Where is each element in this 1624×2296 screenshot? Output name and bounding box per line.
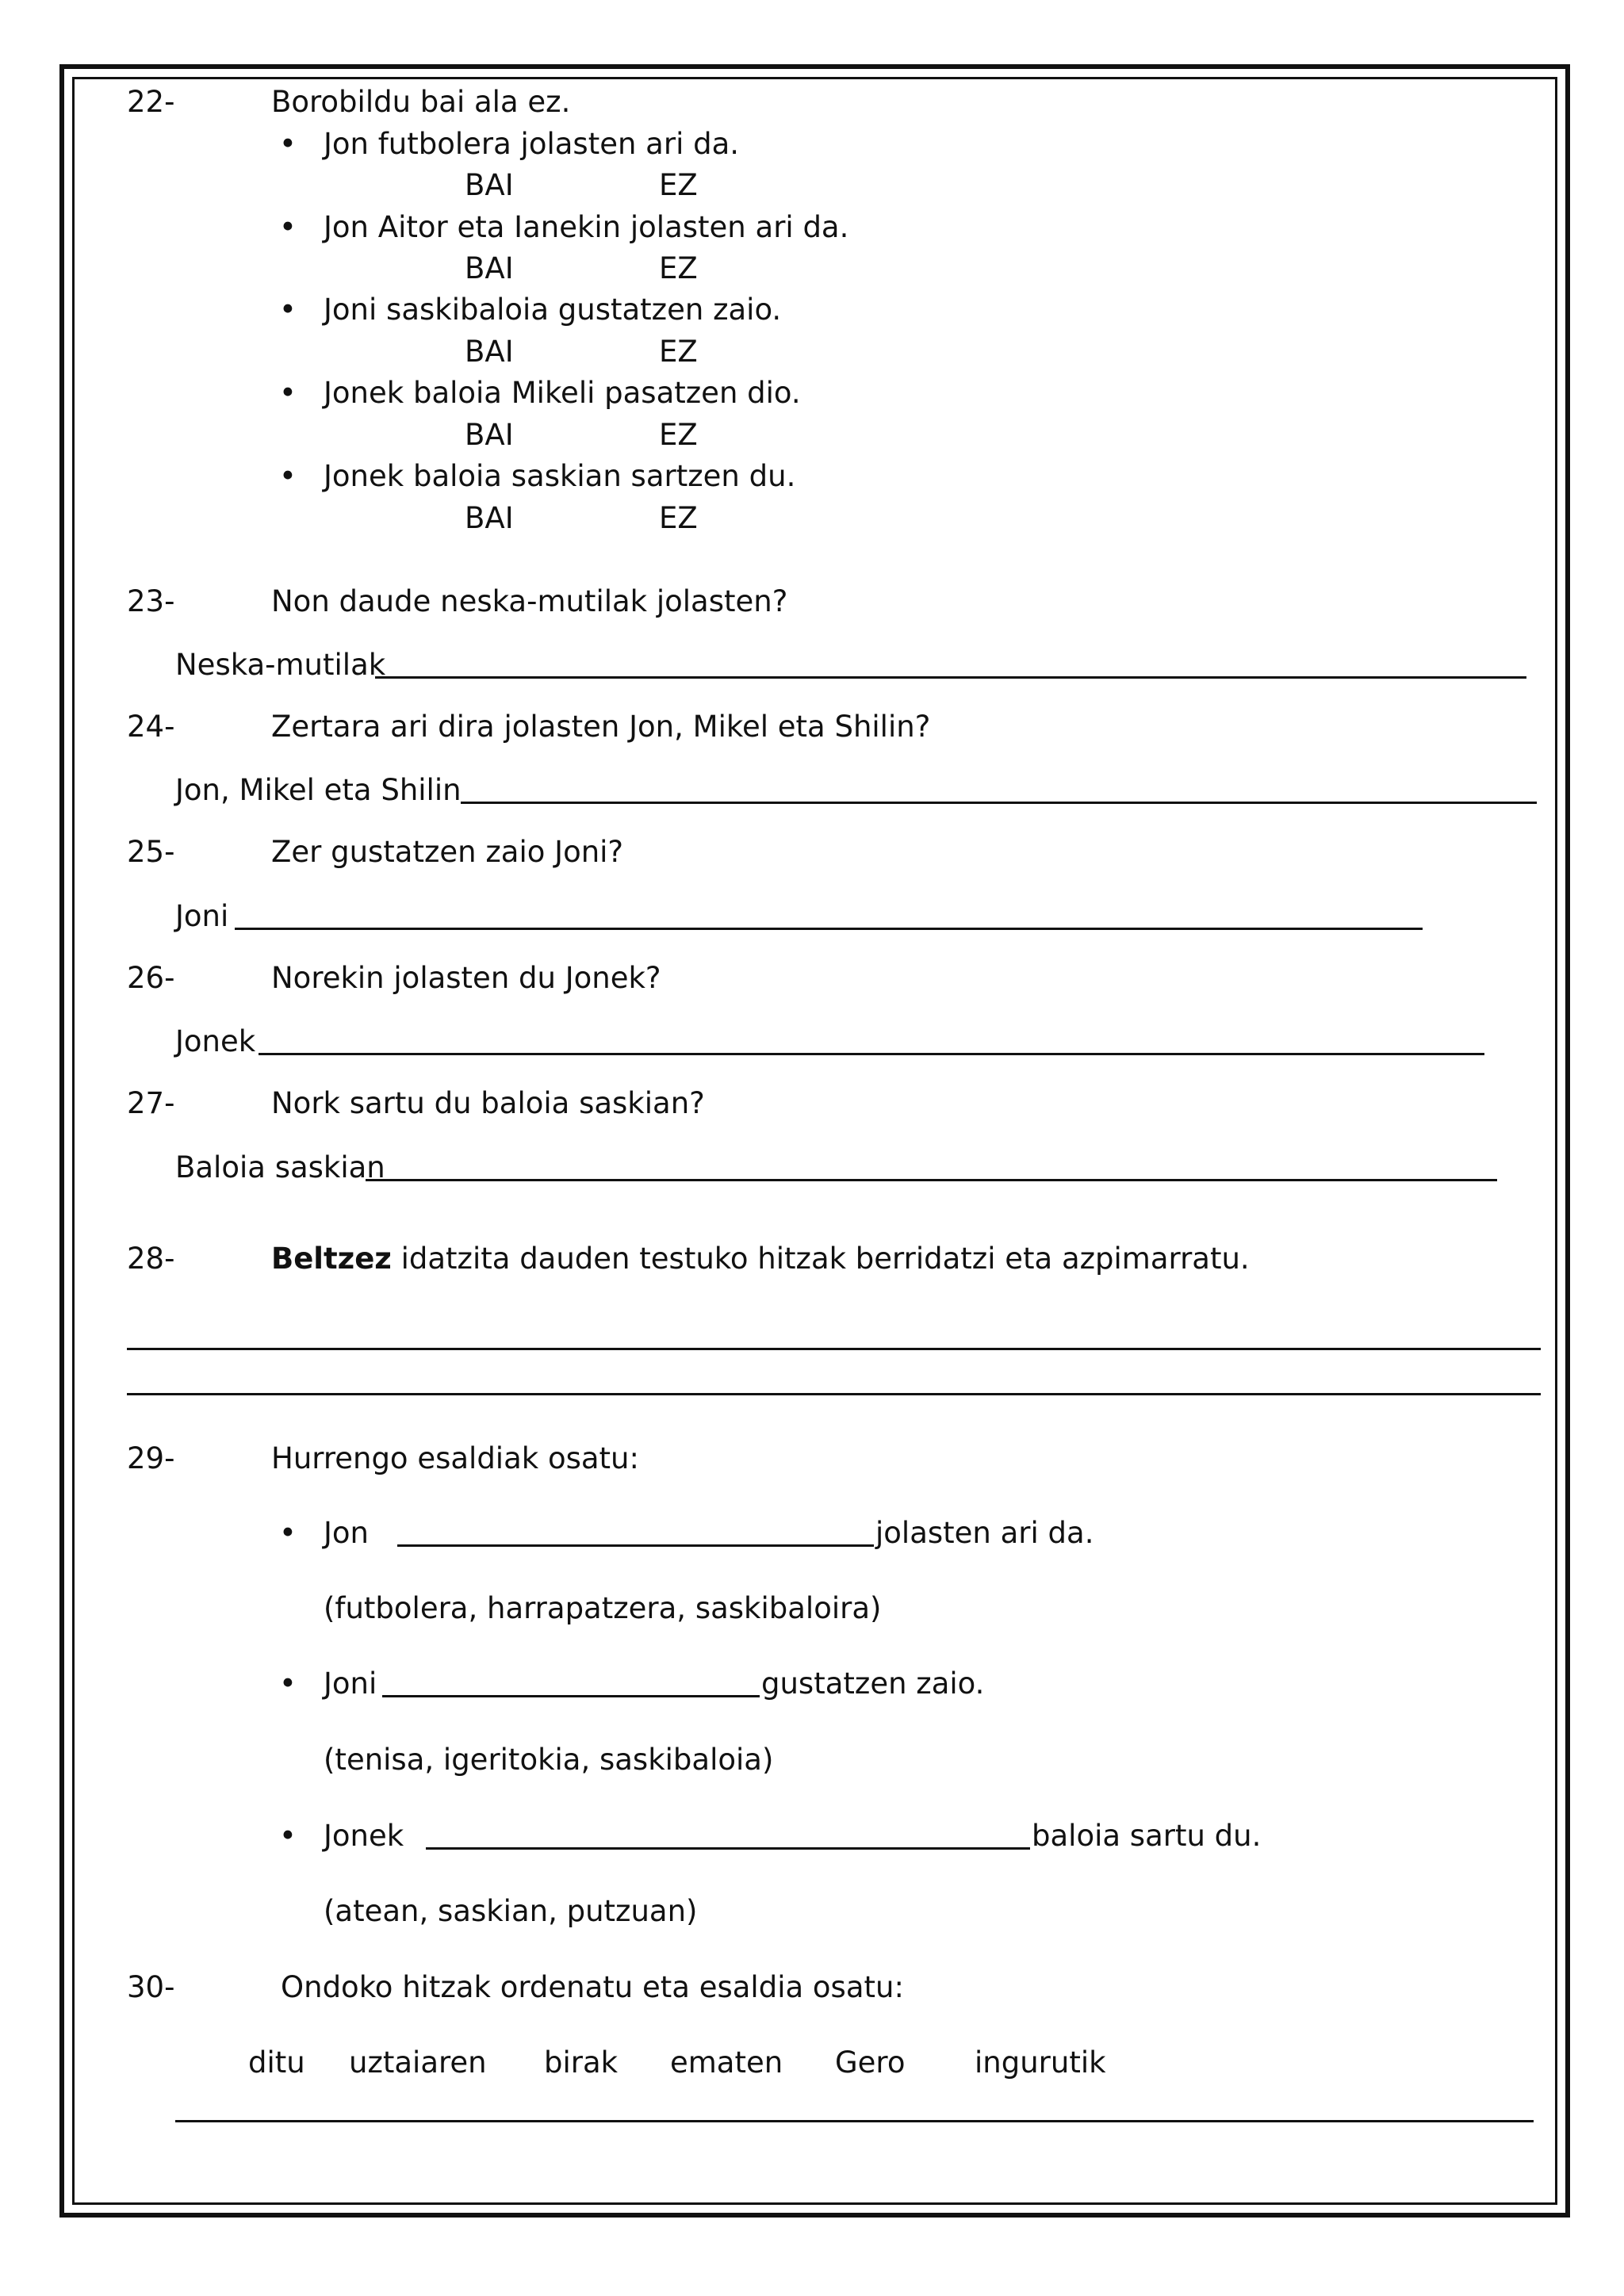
bullet: • <box>279 1819 297 1853</box>
q22-yes-option-5[interactable]: BAI <box>465 501 514 535</box>
bullet: • <box>279 293 297 327</box>
q22-statement-3: Joni saskibaloia gustatzen zaio. <box>324 293 782 327</box>
sentence-3-options: (atean, saskian, putzuan) <box>324 1894 698 1928</box>
sentence-2-end: gustatzen zaio. <box>761 1667 985 1701</box>
question-23-number: 23- <box>127 584 175 618</box>
q22-yes-option-2[interactable]: BAI <box>465 251 514 285</box>
q22-yes-option-1[interactable]: BAI <box>465 168 514 202</box>
sentence-2-options: (tenisa, igeritokia, saskibaloia) <box>324 1743 774 1777</box>
word-tile: birak <box>544 2045 619 2080</box>
answer-23-line[interactable] <box>375 676 1526 679</box>
question-25-number: 25- <box>127 835 175 869</box>
question-24-number: 24- <box>127 710 175 744</box>
question-27-number: 27- <box>127 1086 175 1120</box>
bullet: • <box>279 127 297 161</box>
q22-statement-2: Jon Aitor eta Ianekin jolasten ari da. <box>324 210 849 244</box>
bold-keyword: Beltzez <box>271 1242 392 1276</box>
bullet: • <box>279 210 297 244</box>
question-30-number: 30- <box>127 1970 175 2004</box>
sentence-3-end: baloia sartu du. <box>1032 1819 1262 1853</box>
sentence-1-options: (futbolera, harrapatzera, saskibaloira) <box>324 1591 882 1625</box>
question-28-number: 28- <box>127 1242 175 1276</box>
bullet: • <box>279 376 297 410</box>
answer-25-prefix: Joni <box>175 899 229 933</box>
answer-28-line-1[interactable] <box>127 1348 1541 1350</box>
question-24-text: Zertara ari dira jolasten Jon, Mikel eta Shilin? <box>271 710 931 744</box>
sentence-2-start: Joni <box>324 1667 377 1701</box>
q22-no-option-2[interactable]: EZ <box>659 251 698 285</box>
word-tile: ingurutik <box>975 2045 1106 2080</box>
word-tile: ditu <box>248 2045 305 2080</box>
question-30-text: Ondoko hitzak ordenatu eta esaldia osatu: <box>281 1970 904 2004</box>
answer-28-line-2[interactable] <box>127 1393 1541 1395</box>
word-tile: ematen <box>670 2045 783 2080</box>
word-tile: uztaiaren <box>349 2045 487 2080</box>
sentence-1-start: Jon <box>324 1516 369 1550</box>
answer-25-line[interactable] <box>235 928 1423 930</box>
question-26-text: Norekin jolasten du Jonek? <box>271 961 661 995</box>
blank-2-line[interactable] <box>382 1695 760 1697</box>
question-28-text <box>271 1242 1250 1276</box>
q22-no-option-5[interactable]: EZ <box>659 501 698 535</box>
question-29-text: Hurrengo esaldiak osatu: <box>271 1441 639 1475</box>
bullet: • <box>279 459 297 493</box>
bullet: • <box>279 1516 297 1550</box>
q22-statement-4: Jonek baloia Mikeli pasatzen dio. <box>324 376 801 410</box>
question-22-text: Borobildu bai ala ez. <box>271 85 571 119</box>
sentence-3-start: Jonek <box>324 1819 404 1853</box>
bullet: • <box>279 1667 297 1701</box>
answer-30-line[interactable] <box>175 2120 1534 2122</box>
answer-27-prefix: Baloia saskian <box>175 1150 385 1184</box>
question-28-rest: idatzita dauden testuko hitzak berridatzi eta azpimarratu. <box>400 1242 1250 1276</box>
answer-24-line[interactable] <box>461 802 1537 804</box>
answer-24-prefix: Jon, Mikel eta Shilin <box>175 773 462 807</box>
blank-3-line[interactable] <box>426 1847 1030 1850</box>
answer-26-prefix: Jonek <box>175 1024 256 1058</box>
answer-23-prefix: Neska-mutilak <box>175 648 386 682</box>
question-25-text: Zer gustatzen zaio Joni? <box>271 835 624 869</box>
q22-no-option-1[interactable]: EZ <box>659 168 698 202</box>
q22-yes-option-3[interactable]: BAI <box>465 335 514 369</box>
question-23-text: Non daude neska-mutilak jolasten? <box>271 584 788 618</box>
answer-27-line[interactable] <box>366 1179 1497 1181</box>
blank-1-line[interactable] <box>397 1544 874 1547</box>
answer-26-line[interactable] <box>259 1053 1484 1055</box>
word-tile: Gero <box>835 2045 906 2080</box>
q22-no-option-3[interactable]: EZ <box>659 335 698 369</box>
q22-statement-1: Jon futbolera jolasten ari da. <box>324 127 740 161</box>
q22-yes-option-4[interactable]: BAI <box>465 418 514 452</box>
question-29-number: 29- <box>127 1441 175 1475</box>
question-26-number: 26- <box>127 961 175 995</box>
question-22-number: 22- <box>127 85 175 119</box>
q22-statement-5: Jonek baloia saskian sartzen du. <box>324 459 796 493</box>
q22-no-option-4[interactable]: EZ <box>659 418 698 452</box>
question-27-text: Nork sartu du baloia saskian? <box>271 1086 705 1120</box>
sentence-1-end: jolasten ari da. <box>875 1516 1094 1550</box>
